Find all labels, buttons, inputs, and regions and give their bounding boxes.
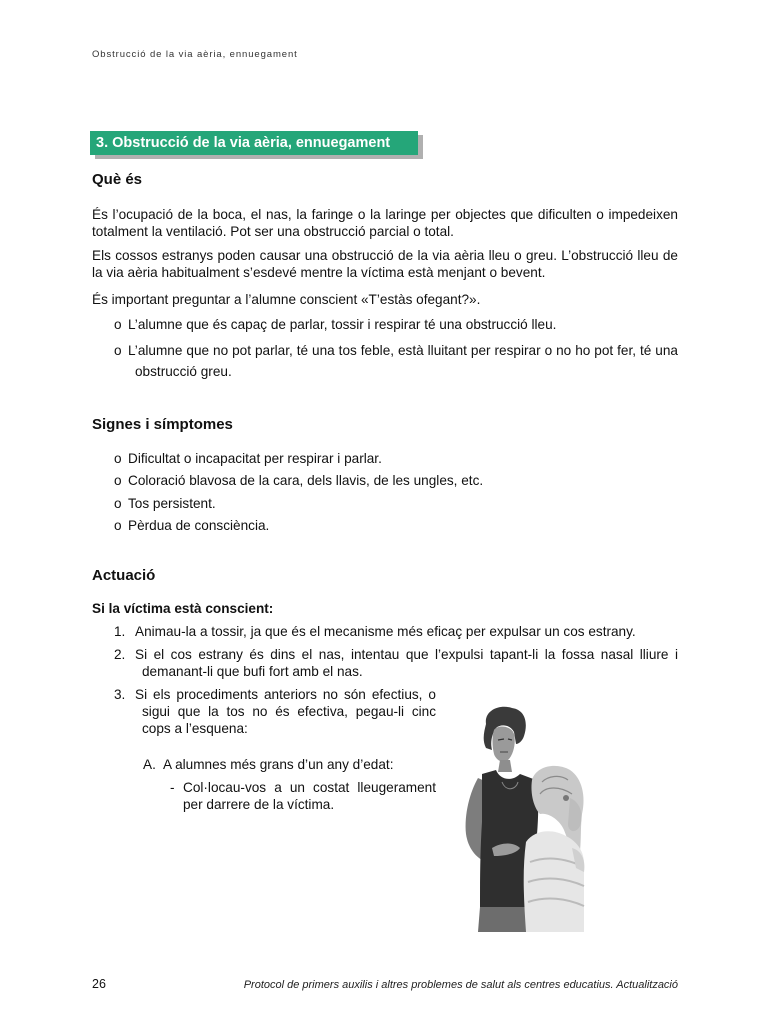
section-title-box bbox=[90, 131, 418, 155]
step-text: Animau-la a tossir, ja que és el mecanisme més eficaç per expulsar un cos estrany. bbox=[135, 624, 636, 639]
sub-step-letter: A. bbox=[143, 757, 156, 772]
dash-mark: - bbox=[170, 780, 175, 795]
list-item bbox=[114, 493, 678, 514]
numbered-step bbox=[114, 646, 678, 680]
sub-step-a bbox=[143, 757, 393, 772]
footer-title: Protocol de primers auxilis i altres problemes de salut als centres educatius. Actualització bbox=[243, 979, 678, 991]
list-item bbox=[114, 515, 678, 536]
step-number: 2. bbox=[114, 647, 126, 662]
heading-actuacio: Actuació bbox=[92, 567, 156, 584]
numbered-step bbox=[114, 686, 436, 737]
list-item-text: Dificultat o incapacitat per respirar i parlar. bbox=[128, 451, 382, 466]
paragraph-definition: És l’ocupació de la boca, el nas, la faringe o la laringe per objectes que dificulten o impedeixen totalment la ventilació. Pot ser una obstrucció parcial o total. bbox=[92, 207, 678, 239]
dash-item bbox=[170, 779, 436, 813]
sub-step-text: A alumnes més grans d’un any d’edat: bbox=[163, 757, 394, 772]
bullet-mark: o bbox=[114, 451, 122, 466]
step-text: Si els procediments anteriors no són efectius, o sigui que la tos no és efectiva, pegau-li cinc cops a l’esquena: bbox=[135, 687, 436, 736]
bullet-mark: o bbox=[114, 518, 122, 533]
list-item bbox=[114, 470, 678, 491]
bullet-mark: o bbox=[114, 317, 122, 332]
step-number: 1. bbox=[114, 624, 126, 639]
subheading-conscious: Si la víctima està conscient: bbox=[92, 601, 274, 616]
heading-que-es: Què és bbox=[92, 171, 143, 188]
page-number: 26 bbox=[92, 977, 106, 991]
bullet-mark: o bbox=[114, 496, 122, 511]
bullet-mark: o bbox=[114, 343, 122, 358]
section-title: 3. Obstrucció de la via aèria, ennuegament bbox=[90, 131, 418, 155]
paragraph-question: És important preguntar a l’alumne conscient «T’estàs ofegant?». bbox=[92, 292, 481, 307]
paragraph-causes: Els cossos estranys poden causar una obstrucció de la via aèria lleu o greu. L’obstrucció lleu de la via aèria habitualment s’esdevé mentre la víctima està menjant o bevent. bbox=[92, 248, 678, 280]
step-text: Si el cos estrany és dins el nas, intentau que l’expulsi tapant-li la fossa nasal lliure i demanant-li que bufi fort amb el nas. bbox=[135, 647, 678, 679]
dash-text: Col·locau-vos a un costat lleugerament per darrere de la víctima. bbox=[183, 780, 436, 812]
bullet-mark: o bbox=[114, 473, 122, 488]
list-item bbox=[114, 340, 678, 382]
list-item-text: Tos persistent. bbox=[128, 496, 216, 511]
list-item-text: Coloració blavosa de la cara, dels llavis, de les ungles, etc. bbox=[128, 473, 484, 488]
step-number: 3. bbox=[114, 687, 126, 702]
list-item bbox=[114, 314, 678, 335]
list-item bbox=[114, 448, 678, 469]
running-header: Obstrucció de la via aèria, ennuegament bbox=[92, 49, 298, 60]
back-blows-photo bbox=[456, 702, 592, 932]
list-item-text: L’alumne que no pot parlar, té una tos feble, està lluitant per respirar o no ho pot fer, té una obstrucció greu. bbox=[128, 343, 678, 379]
list-item-text: Pèrdua de consciència. bbox=[128, 518, 270, 533]
list-item-text: L’alumne que és capaç de parlar, tossir i respirar té una obstrucció lleu. bbox=[128, 317, 557, 332]
heading-signes: Signes i símptomes bbox=[92, 416, 233, 433]
numbered-step bbox=[114, 623, 678, 640]
